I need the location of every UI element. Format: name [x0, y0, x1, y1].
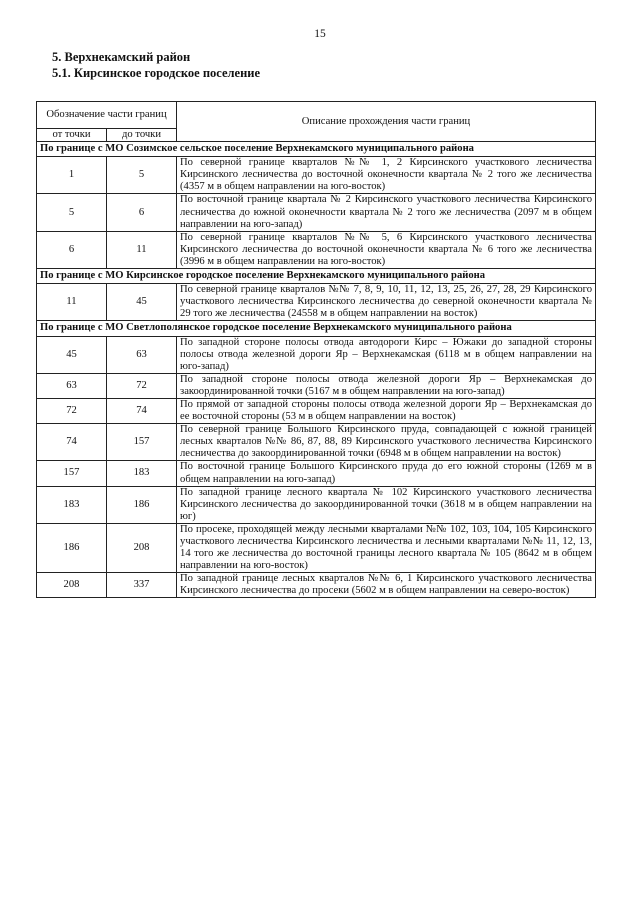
description-cell: По северной границе Большого Кирсинского пруда, совпадающей с южной границей лесных кварталов №№ 86, 87, 88, 89 Кирсинского участкового лесничества Кирсинского лесничества до закоординированной точки (6948 м в общем направлении на восток)	[177, 424, 596, 461]
to-point-cell: 6	[107, 194, 177, 231]
description-cell: По западной границе лесного квартала № 102 Кирсинского участкового лесничества Кирсинского лесничества до закоординированной точки (3618 м в общем направлении на юг)	[177, 486, 596, 523]
description-cell: По западной границе лесных кварталов №№ 6, 1 Кирсинского участкового лесничества Кирсинского лесничества до просеки (5602 м в общем направлении на северо-восток)	[177, 573, 596, 598]
from-point-cell: 183	[37, 486, 107, 523]
boundary-table	[36, 101, 596, 598]
to-point-cell: 63	[107, 336, 177, 373]
from-point-cell: 1	[37, 157, 107, 194]
description-cell: По просеке, проходящей между лесными кварталами №№ 102, 103, 104, 105 Кирсинского участкового лесничества Кирсинского лесничества и лесными кварталами №№ 11, 12, 13, 14 того же лесничества до восточной границы лесного квартала № 105 (8642 м в общем направлении на юго-восток)	[177, 523, 596, 572]
header-to-point: до точки	[107, 129, 177, 142]
table-row	[37, 486, 596, 523]
section-row	[37, 142, 596, 157]
to-point-cell: 74	[107, 398, 177, 423]
from-point-cell: 63	[37, 373, 107, 398]
from-point-cell: 11	[37, 284, 107, 321]
section-row	[37, 269, 596, 284]
from-point-cell: 6	[37, 231, 107, 268]
description-cell: По восточной границе квартала № 2 Кирсинского участкового лесничества Кирсинского лесничества до южной оконечности квартала № 2 того же лесничества (2097 м в общем направлении на юго-запад)	[177, 194, 596, 231]
to-point-cell: 72	[107, 373, 177, 398]
table-row	[37, 424, 596, 461]
from-point-cell: 157	[37, 461, 107, 486]
description-cell: По прямой от западной стороны полосы отвода железной дороги Яр – Верхнекамская до ее восточной стороны (53 м в общем направлении на восток)	[177, 398, 596, 423]
description-cell: По северной границе кварталов №№ 5, 6 Кирсинского участкового лесничества Кирсинского лесничества до восточной оконечности квартала № 6 того же лесничества (3996 м в общем направлении на юго-восток)	[177, 231, 596, 268]
to-point-cell: 186	[107, 486, 177, 523]
table-row	[37, 157, 596, 194]
page-number: 15	[314, 28, 326, 40]
description-cell: По западной стороне полосы отвода автодороги Кирс – Южаки до западной стороны полосы отвода железной дороги Яр – Верхнекамская (6118 м в общем направлении на юго-запад)	[177, 336, 596, 373]
from-point-cell: 208	[37, 573, 107, 598]
header-from-point: от точки	[37, 129, 107, 142]
description-cell: По западной стороне полосы отвода железной дороги Яр – Верхнекамская до закоординированной точки (5167 м в общем направлении на юго-запад)	[177, 373, 596, 398]
from-point-cell: 5	[37, 194, 107, 231]
to-point-cell: 337	[107, 573, 177, 598]
to-point-cell: 183	[107, 461, 177, 486]
table-row	[37, 398, 596, 423]
table-row	[37, 523, 596, 572]
header-description: Описание прохождения части границ	[177, 102, 596, 142]
from-point-cell: 72	[37, 398, 107, 423]
section-title: По границе с МО Светлополянское городское поселение Верхнекамского муниципального района	[37, 321, 596, 336]
table-row	[37, 461, 596, 486]
to-point-cell: 157	[107, 424, 177, 461]
to-point-cell: 11	[107, 231, 177, 268]
header-designation: Обозначение части границ	[37, 102, 177, 129]
section-title: По границе с МО Созимское сельское поселение Верхнекамского муниципального района	[37, 142, 596, 157]
section-row	[37, 321, 596, 336]
to-point-cell: 45	[107, 284, 177, 321]
from-point-cell: 186	[37, 523, 107, 572]
table-row	[37, 194, 596, 231]
to-point-cell: 208	[107, 523, 177, 572]
section-heading: 5. Верхнекамский район	[52, 50, 191, 64]
table-row	[37, 573, 596, 598]
section-title: По границе с МО Кирсинское городское поселение Верхнекамского муниципального района	[37, 269, 596, 284]
table-row	[37, 284, 596, 321]
table-row	[37, 231, 596, 268]
from-point-cell: 74	[37, 424, 107, 461]
description-cell: По восточной границе Большого Кирсинского пруда до его южной стороны (1269 м в общем направлении на юго-запад)	[177, 461, 596, 486]
table-row	[37, 336, 596, 373]
subsection-heading: 5.1. Кирсинское городское поселение	[52, 66, 261, 80]
table-body	[37, 142, 596, 598]
to-point-cell: 5	[107, 157, 177, 194]
table-row	[37, 373, 596, 398]
description-cell: По северной границе кварталов №№ 1, 2 Кирсинского участкового лесничества Кирсинского лесничества до восточной оконечности квартала № 2 того же лесничества (4357 м в общем направлении на юго-восток)	[177, 157, 596, 194]
description-cell: По северной границе кварталов №№ 7, 8, 9, 10, 11, 12, 13, 25, 26, 27, 28, 29 Кирсинского участкового лесничества Кирсинского лесничества до северной оконечности квартала № 29 того же лесничества (24558 м в общем направлении на восток)	[177, 284, 596, 321]
from-point-cell: 45	[37, 336, 107, 373]
